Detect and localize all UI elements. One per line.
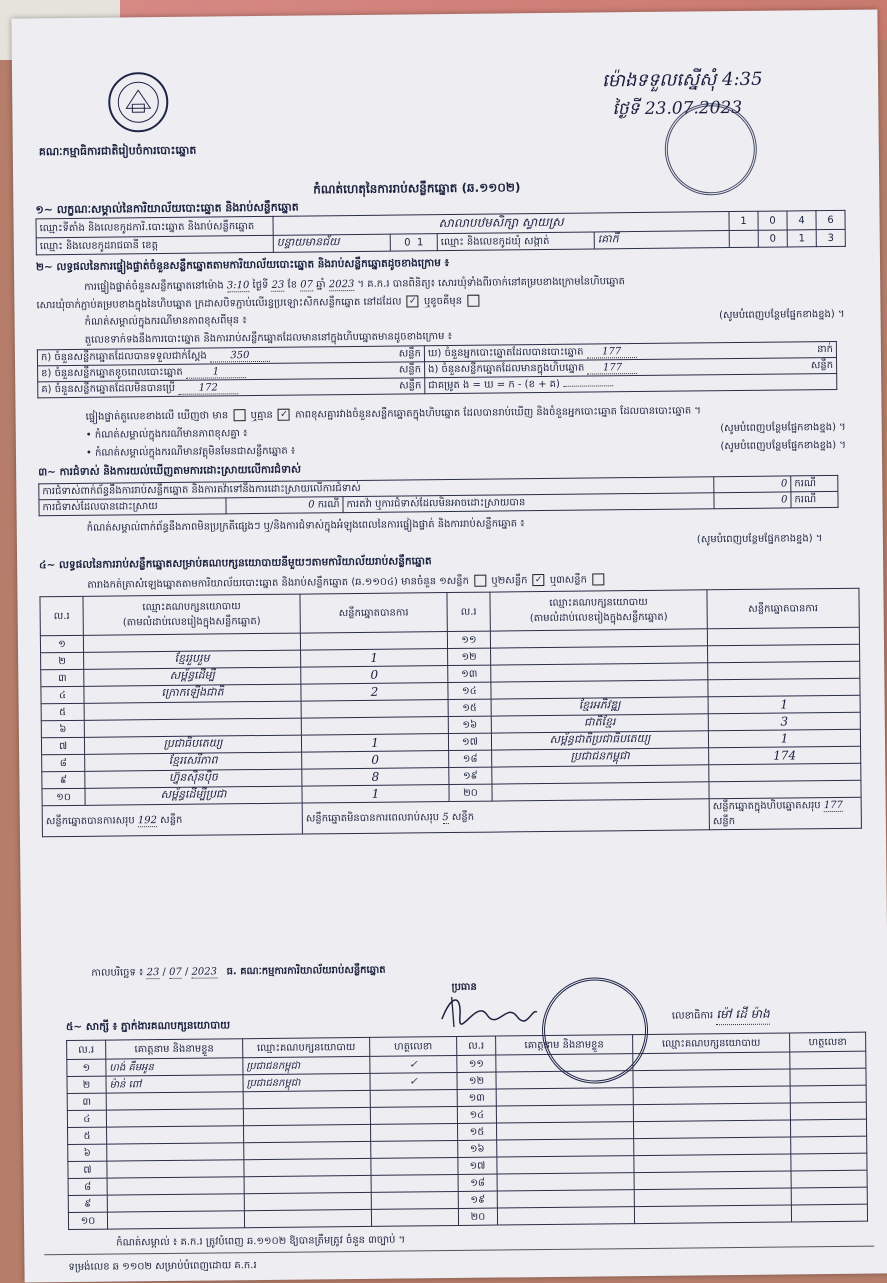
- section4-title: ៤~ លទ្ធផលនៃការរាប់សន្លឹកឆ្នោតសម្រាប់គណបក្សនយោបាយនីមួយៗតាមការិយាល័យរាប់សន្លឹកឆ្នោត: [39, 555, 432, 572]
- year-label: ឆ្នាំ: [316, 279, 326, 291]
- col-party-title: ឈ្មោះគណបក្សនយោបាយ: [549, 596, 648, 609]
- province-name: បន្ទាយមានជ័យ: [273, 234, 390, 252]
- form-sheet: [11, 10, 887, 1283]
- figure-left: [38, 378, 425, 398]
- party-votes: 1: [708, 729, 860, 748]
- total-invalid-label: សន្លឹកឆ្នោតមិនបានការពេលរាប់សរុប: [305, 811, 440, 825]
- row-no: ១៧: [448, 733, 491, 750]
- row-no: ២០: [458, 1208, 497, 1225]
- witness-signature: [791, 1204, 867, 1222]
- section3-title: ៣~ ការជំទាស់ និងការយល់ឃើញតាមការដោះស្រាយលើការជំទាស់: [38, 463, 301, 479]
- party-name: ជាតិខ្មែរ: [491, 714, 708, 733]
- chair-signature: [432, 988, 542, 1029]
- figures-intro: តួលេខទាក់ទងនឹងការបោះឆ្នោត និងការរាប់សន្លឹកឆ្នោតដែលមាននៅក្នុងហិបឆ្នោតមានដូចខាងក្រោម ៖: [84, 330, 453, 346]
- party-name: ខ្មែរអភិវឌ្ឍ: [491, 697, 708, 716]
- witness-party: [243, 1107, 370, 1125]
- party-name: សម្ព័ន្ធដើម្បី: [84, 667, 301, 686]
- date-month: 07: [169, 966, 182, 978]
- row-no: ១០: [42, 788, 85, 805]
- verify-day: 23: [271, 279, 285, 291]
- nec-emblem-logo: [108, 72, 169, 133]
- row-no: ៣: [67, 1093, 106, 1110]
- changed-checkbox[interactable]: [467, 295, 479, 307]
- unresolved-label: ការតវ៉ា ឬការជំទាស់ដែលមិនអាចដោះស្រាយបាន: [343, 493, 714, 513]
- province-label: ឈ្មោះ និងលេខកូដរាជធានី ខេត្ត: [36, 235, 273, 254]
- row-no: ១៩: [458, 1191, 497, 1208]
- witness-signature: [371, 1140, 458, 1158]
- resolved-unit: ករណី: [317, 499, 340, 511]
- total-box-label: សន្លឹកឆ្នោតក្នុងហិបឆ្នោតសរុប: [712, 800, 821, 813]
- row-no: ១: [40, 635, 83, 652]
- same-checkbox-checked[interactable]: ✓: [407, 295, 419, 307]
- witness-party: [244, 1124, 371, 1142]
- col-party: [83, 594, 300, 635]
- row-no: ៥: [68, 1127, 107, 1144]
- row-no: ១០: [68, 1212, 107, 1229]
- col-party: ឈ្មោះគណបក្សនយោបាយ: [633, 1033, 790, 1054]
- total-valid-label: សន្លឹកឆ្នោតបានការសរុប: [45, 814, 135, 827]
- figure-left-value: 350: [210, 350, 270, 363]
- unit: សន្លឹក: [160, 814, 183, 826]
- tally-intro: តារាងកត់ត្រាសំឡេងឆ្នោតតាមការិយាល័យបោះឆ្នោត និងរាប់សន្លឹកឆ្នោត (ឆ.១១០៤) មានចំនួន ១សន្លឹក: [87, 575, 470, 591]
- row-no: ១២: [448, 648, 491, 665]
- verification-paragraph: [84, 274, 625, 295]
- witness-party: [634, 1137, 791, 1156]
- difference-no-label: ឬគ្មាន: [250, 409, 273, 422]
- witness-party: [244, 1209, 371, 1227]
- row-no: ២: [41, 652, 84, 669]
- section3-table: [38, 475, 838, 516]
- col-no: ល.រ: [457, 1036, 496, 1055]
- station-code-1: 1: [729, 211, 758, 230]
- note-different-label: កំណត់សម្គាល់ក្នុងករណីមានភាពខុសពីមុន ៖: [84, 315, 247, 328]
- section2-title: ២~ លទ្ធផលនៃការផ្ទៀងផ្ទាត់ចំនួនសន្លឹកឆ្នោតតាមការិយាល័យបោះឆ្នោត និងរាប់សន្លឹកឆ្នោតដូចខាងក្រោម ៖: [35, 256, 450, 274]
- witness-name: [107, 1126, 244, 1144]
- row-no: ១២: [457, 1072, 496, 1089]
- col-party-sub: (តាមលំដាប់លេខរៀងក្នុងសន្លឹកឆ្នោត): [529, 611, 668, 625]
- section5-title: ៥~ សាក្សី ៖ ភ្នាក់ងារគណបក្សនយោបាយ: [65, 1019, 231, 1034]
- commune-label: ឈ្មោះ និងលេខកូដឃុំ សង្កាត់: [437, 232, 594, 251]
- witness-party: [633, 1069, 790, 1088]
- party-votes: [708, 661, 860, 680]
- witness-signature: [371, 1157, 458, 1175]
- witness-signature: [790, 1102, 866, 1120]
- figure-right-value: 177: [587, 346, 637, 359]
- resolved-value: 0: [308, 499, 315, 511]
- province-code-1: 0: [404, 236, 411, 248]
- row-no: ១៧: [458, 1157, 497, 1174]
- figure-left-unit: សន្លឹក: [398, 364, 422, 376]
- row-no: ១១: [457, 1055, 496, 1072]
- objection-value: 0: [714, 476, 791, 493]
- witness-signature: [371, 1208, 458, 1226]
- witness-name: [107, 1194, 244, 1212]
- row-no: ១៣: [457, 1089, 496, 1106]
- section1-title: ១~ លក្ខណៈសម្គាល់នៃការិយាល័យបោះឆ្នោត និងរាប់សន្លឹកឆ្នោត: [35, 200, 299, 217]
- party-votes: 8: [302, 768, 449, 787]
- row-no: ១៤: [457, 1106, 496, 1123]
- row-no: ១៥: [448, 699, 491, 716]
- form-code-line: ទម្រង់លេខ ឆ ១១០២ សម្រាប់បំពេញដោយ គ.ក.រ: [68, 1260, 257, 1274]
- two-sheets-label: ឬ២សន្លឹក: [491, 575, 528, 587]
- form-title: កំណត់ហេតុនៃការរាប់សន្លឹកឆ្នោត (ឆ.១១០២): [313, 180, 521, 197]
- party-votes: 2: [301, 683, 448, 702]
- chair-committee-label: ធ. គណៈកម្មការការិយាល័យរាប់សន្លឹកឆ្នោត: [226, 964, 386, 978]
- row-no: ១៥: [458, 1123, 497, 1140]
- figure-left-label: គ) ចំនួនសន្លឹកឆ្នោតដែលមិនបានប្រើ: [41, 382, 176, 396]
- party-name: ក្រោកឡើងជាតិ: [84, 684, 301, 703]
- witness-name: [497, 1207, 634, 1225]
- province-code-2: 1: [416, 236, 424, 248]
- day-label: ថ្ងៃទី: [252, 279, 269, 292]
- witness-signature: [371, 1123, 458, 1141]
- bullet-objects-label: • កំណត់សម្គាល់ក្នុងករណីមានវត្ថុមិនមែនជាសន្លឹកឆ្នោត ៖: [85, 445, 296, 459]
- witness-name: [107, 1177, 244, 1195]
- party-votes: 3: [708, 712, 860, 731]
- party-votes: 1: [301, 649, 448, 668]
- witness-party: [633, 1052, 790, 1071]
- witness-name: [496, 1105, 633, 1123]
- station-code-4: 6: [816, 210, 845, 229]
- row-no: ១៤: [448, 682, 491, 699]
- row-no: ២០: [449, 784, 492, 801]
- figure-left-unit: សន្លឹក: [398, 380, 422, 392]
- handwritten-received-time: ម៉ោងទទួលស្នើសុំ 4:35: [601, 68, 763, 92]
- results-table: [39, 588, 861, 838]
- official-stamp-top: [664, 103, 757, 196]
- party-votes: 1: [302, 785, 449, 804]
- witness-party: [244, 1158, 371, 1176]
- row-no: ១៦: [448, 716, 491, 733]
- figure-right-label: ជាគម្រូត ង = ឃ = ក - (ខ + គ): [428, 378, 560, 392]
- witness-signature: [790, 1119, 866, 1137]
- witness-signature: [791, 1153, 867, 1171]
- party-votes: [708, 678, 860, 697]
- party-name: ហ្វ៊ុនស៊ិនប៉ិច: [85, 769, 302, 788]
- verify-text: ។ គ.ក.រ បានពិនិត្យ៖ សោរឃុំទាំងពីរចាក់នៅគម្របខាងក្រោមនៃហិបឆ្នោត: [357, 276, 626, 290]
- witness-party: [244, 1192, 371, 1210]
- date-day: 23: [146, 967, 160, 979]
- row-no: ១: [67, 1059, 106, 1076]
- verify-year: 2023: [328, 278, 355, 291]
- three-sheets-label: ឬ៣សន្លឹក: [549, 574, 588, 586]
- row-no: ១៨: [458, 1174, 497, 1191]
- witness-signature: [370, 1106, 457, 1124]
- row-no: ៤: [41, 686, 84, 703]
- figures-table: [37, 341, 837, 398]
- row-no: ៣: [41, 669, 84, 686]
- witness-party: [633, 1103, 790, 1122]
- difference-label: ផ្ទៀងផ្ទាត់តួលេខខាងលើ ឃើញថា មាន: [85, 410, 229, 423]
- row-no: ៨: [42, 754, 85, 771]
- party-votes: [707, 627, 859, 646]
- bullet-difference-label: • កំណត់សម្គាល់ក្នុងករណីមានភាពខុសគ្នា ៖: [85, 428, 248, 441]
- tally-sheet-count: [87, 572, 606, 592]
- unresolved-unit: ករណី: [791, 491, 838, 507]
- row-no: ៤: [67, 1110, 106, 1127]
- col-name: គោត្តនាម និងនាមខ្លួន: [496, 1035, 633, 1055]
- verify-hour: 3:10: [226, 280, 250, 292]
- row-no: ៧: [41, 737, 84, 754]
- footer-note: កំណត់សម្គាល់ ៖ គ.ក.រ ត្រូវបំពេញ ឆ.១១០២ ឱ្យបានត្រឹមត្រូវ ចំនួន ៣ច្បាប់ ។: [116, 1234, 406, 1249]
- unit: សន្លឹក: [712, 816, 736, 828]
- witness-signature: [791, 1187, 867, 1205]
- unit: សន្លឹក: [451, 811, 475, 823]
- objection-unit: ករណី: [791, 475, 838, 491]
- witness-signature: [371, 1191, 458, 1209]
- witness-party: [244, 1141, 371, 1159]
- station-code-3: 4: [787, 211, 816, 230]
- witness-name: [106, 1092, 243, 1110]
- witness-name: [497, 1156, 634, 1174]
- figure-right-unit: សន្លឹក: [810, 359, 834, 372]
- figure-right-unit: នាក់: [816, 343, 833, 356]
- witness-name: [107, 1211, 244, 1229]
- col-party: ឈ្មោះគណបក្សនយោបាយ: [243, 1037, 370, 1057]
- commune-code-3: 3: [816, 229, 845, 246]
- total-box-cell: [709, 797, 861, 830]
- figure-left-value: 1: [186, 366, 246, 379]
- witness-name: ហង់ គឹមអូន: [106, 1058, 243, 1076]
- witness-name: [496, 1122, 633, 1140]
- witness-signature: [370, 1089, 457, 1107]
- difference-text: ភាពខុសគ្នារវាងចំនួនសន្លឹកឆ្នោតក្នុងហិបឆ្នោត ដែលបានរាប់ឃើញ និងចំនួនអ្នកបោះឆ្នោត ដែលបានបោះឆ្នោត ។: [295, 405, 701, 421]
- station-code-2: 0: [758, 211, 787, 230]
- party-votes: 1: [301, 734, 448, 753]
- two-sheets-checkbox-checked[interactable]: ✓: [533, 574, 545, 586]
- col-votes: សន្លឹកឆ្នោតបានការ: [707, 588, 859, 629]
- witness-party: [634, 1188, 791, 1207]
- col-party-title: ឈ្មោះគណបក្សនយោបាយ: [142, 601, 241, 614]
- fill-hint: (សូមបំពេញបន្ថែមផ្នែកខាងខ្នង) ។: [720, 421, 846, 435]
- row-no: ៨: [68, 1178, 107, 1195]
- figure-left-label: ក) ចំនួនសន្លឹកឆ្នោតដែលបានទទួលជាក់ស្តែង: [40, 350, 207, 364]
- station-label: ឈ្មោះទីតាំង និងលេខកូដការិ.បោះឆ្នោត និងរាប់សន្លឹកឆ្នោត: [36, 216, 273, 237]
- fill-hint: (សូមបំពេញបន្ថែមផ្នែកខាងខ្នង) ។: [720, 439, 846, 453]
- verify-month: 07: [300, 279, 314, 291]
- total-valid-cell: [42, 803, 302, 837]
- row-no: ៩: [68, 1195, 107, 1212]
- resolved-label: ការជំទាស់ដែលបានដោះស្រាយ: [39, 498, 226, 516]
- date-year: 2023: [191, 966, 218, 978]
- col-no: ល.រ: [447, 592, 490, 631]
- col-sign: ហត្ថលេខា: [370, 1036, 457, 1056]
- col-no: ល.រ: [67, 1040, 106, 1059]
- difference-no-checkbox-checked[interactable]: ✓: [278, 409, 290, 421]
- row-no: ៦: [41, 720, 84, 737]
- witness-party: [243, 1090, 370, 1108]
- three-sheets-checkbox[interactable]: [592, 573, 604, 585]
- figure-left-label: ខ) ចំនួនសន្លឹកឆ្នោតខូចពេលបោះឆ្នោត: [41, 366, 183, 380]
- witness-signature: [791, 1136, 867, 1154]
- figure-right-value: [563, 385, 613, 387]
- date-label: កាលបរិច្ឆេទ ៖: [91, 967, 144, 979]
- changed-label: ឬខូចគឺមុន: [423, 295, 463, 308]
- objection-label: ការជំទាស់ពាក់ព័ន្ធនឹងការរាប់សន្លឹកឆ្នោត និងការតវ៉ាទៅនឹងការដោះស្រាយលើការជំទាស់: [39, 477, 714, 500]
- party-votes: 174: [709, 746, 861, 765]
- row-no: ១៨: [449, 750, 492, 767]
- col-name: គោត្តនាម និងនាមខ្លួន: [106, 1039, 243, 1059]
- section1-table: [35, 210, 845, 255]
- party-name: សម្ព័ន្ធដើម្បីប្រជា: [85, 786, 302, 805]
- col-sign: ហត្ថលេខា: [790, 1032, 866, 1052]
- row-no: ១៩: [449, 767, 492, 784]
- col-party: [490, 590, 707, 631]
- chair-role: ប្រធាន: [451, 981, 477, 994]
- witness-name: [107, 1160, 244, 1178]
- secretary-label: លេខាធិការ: [671, 1010, 714, 1022]
- party-name: សម្ព័ន្ធជាតិប្រជាធិបតេយ្យ: [491, 731, 708, 750]
- row-no: ៦: [68, 1144, 107, 1161]
- witness-signature: [790, 1068, 866, 1086]
- row-no: ៥: [41, 703, 84, 720]
- witness-name: [497, 1139, 634, 1157]
- witness-name: [497, 1190, 634, 1208]
- figure-left-unit: សន្លឹក: [398, 348, 421, 360]
- witness-table: [66, 1032, 868, 1230]
- row-no: ១៦: [458, 1140, 497, 1157]
- row-no: ៧: [68, 1161, 107, 1178]
- witness-party: [634, 1171, 791, 1190]
- fill-hint: (សូមបំពេញបន្ថែមផ្នែកខាងខ្នង) ។: [696, 533, 823, 546]
- witness-name: [496, 1071, 633, 1089]
- seal-text: សោរឃុំចាក់ភ្ជាប់គម្របខាងក្នុងនៃហិបឆ្នោត ក្រដាសបិទភ្ជាប់លើរន្ធប្រឡោះសិកសន្លឹកឆ្នោត នៅដដែល: [36, 296, 402, 312]
- party-votes: [708, 644, 860, 663]
- witness-signature: [371, 1174, 458, 1192]
- date-line: កាលបរិច្ឆេទ ៖ 23 / 07 / 2023 ធ. គណៈកម្មការការិយាល័យរាប់សន្លឹកឆ្នោត: [91, 964, 386, 979]
- secretary-line: [672, 1006, 770, 1026]
- witness-name: ម៉ាន់ ពៅ: [106, 1075, 243, 1093]
- party-name: ខ្មែររួបរួម: [84, 650, 301, 669]
- month-label: ខែ: [287, 279, 298, 291]
- party-votes: 0: [302, 751, 449, 770]
- witness-signature: [791, 1170, 867, 1188]
- witness-name: [106, 1109, 243, 1127]
- total-box-value: 177: [823, 799, 843, 812]
- party-votes: [709, 780, 861, 799]
- row-no: ១១: [447, 631, 490, 648]
- col-no: ល.រ: [40, 596, 83, 635]
- witness-party: [634, 1205, 791, 1224]
- party-votes: [709, 763, 861, 782]
- col-party-sub: (តាមលំដាប់លេខរៀងក្នុងសន្លឹកឆ្នោត): [122, 615, 261, 629]
- verify-time-label: ការផ្ទៀងផ្ទាត់ចំនួនសន្លឹកឆ្នោតនៅម៉ោង: [84, 280, 224, 293]
- one-sheet-checkbox[interactable]: [474, 575, 486, 587]
- commune-code-1: 0: [758, 230, 787, 247]
- fill-hint: (សូមបំពេញបន្ថែមផ្នែកខាងខ្នង) ។: [719, 308, 845, 322]
- unresolved-value: 0: [714, 492, 791, 509]
- province-code: [390, 234, 437, 251]
- witness-signature: ✓: [370, 1055, 457, 1073]
- figure-right-label: ង) ចំនួនសន្លឹកឆ្នោតដែលមានក្នុងហិបឆ្នោត: [428, 362, 585, 376]
- witness-name: [107, 1143, 244, 1161]
- resolved-cell: [226, 497, 343, 514]
- irregularity-note: កំណត់សម្គាល់ពាក់ព័ន្ធនឹងភាពមិនប្រក្រតីផ្សេងៗ ឬ/និងការជំទាស់ក្នុងអំឡុងពេលនៃការផ្ទៀងផ្ទាត់ និងការរាប់សន្លឹកឆ្នោត ៖: [86, 518, 525, 534]
- party-votes: [301, 717, 448, 736]
- total-valid-value: 192: [137, 814, 158, 826]
- party-votes: 0: [301, 666, 448, 685]
- row-no: ៩: [42, 771, 85, 788]
- witness-signature: [790, 1051, 866, 1069]
- witness-name: [496, 1054, 633, 1072]
- figure-right-label: ឃ) ចំនួនអ្នកបោះឆ្នោតដែលបានបោះឆ្នោត: [427, 346, 584, 360]
- witness-party: [633, 1086, 790, 1105]
- witness-party: [633, 1120, 790, 1139]
- committee-name: គណៈកម្មាធិការជាតិរៀបចំការបោះឆ្នោត: [38, 143, 197, 159]
- party-votes: [301, 700, 448, 719]
- row-no: ២: [67, 1076, 106, 1093]
- witness-signature: [790, 1085, 866, 1103]
- witness-party: ប្រជាជនកម្ពុជា: [243, 1056, 370, 1074]
- party-votes: [300, 632, 447, 651]
- party-name: ខ្មែរសេរីភាព: [85, 752, 302, 771]
- commune-code-2: 1: [787, 230, 816, 247]
- figure-right-value: 177: [587, 362, 637, 375]
- witness-name: [497, 1173, 634, 1191]
- handwritten-received-date: ថ្ងៃទី 23.07.2023: [612, 97, 743, 120]
- party-votes: 1: [708, 695, 860, 714]
- witness-party: [634, 1154, 791, 1173]
- row-no: ១៣: [448, 665, 491, 682]
- party-name: ប្រជាជនកម្ពុជា: [492, 748, 709, 767]
- witness-name: [496, 1088, 633, 1106]
- total-invalid-value: 5: [442, 811, 449, 823]
- witness-signature: ✓: [370, 1072, 457, 1090]
- commune-name: គោកី: [594, 231, 729, 249]
- party-name: ប្រជាធិបតេយ្យ: [84, 735, 301, 754]
- secretary-name: ម៉ៅ ដើ ម៉ាង: [716, 1006, 770, 1026]
- station-name: សាលាបឋមសិក្សា ស្វាយស្រ: [273, 212, 729, 236]
- total-invalid-cell: [302, 799, 709, 834]
- figure-left-value: 172: [178, 382, 238, 395]
- witness-party: ប្រជាជនកម្ពុជា: [243, 1073, 370, 1091]
- witness-party: [244, 1175, 371, 1193]
- difference-yes-checkbox[interactable]: [233, 409, 245, 421]
- col-votes: សន្លឹកឆ្នោតបានការ: [300, 593, 447, 634]
